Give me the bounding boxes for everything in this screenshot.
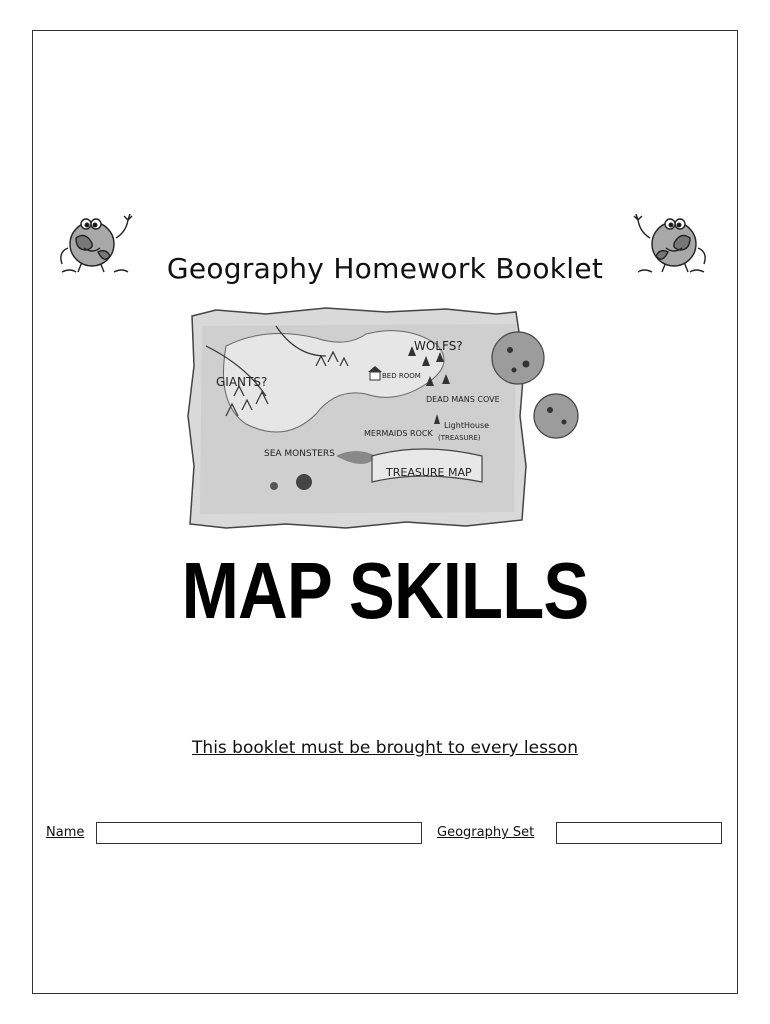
map-banner-text: TREASURE MAP: [386, 466, 472, 479]
booklet-title: MAP SKILLS: [181, 546, 589, 635]
map-label-bed-room: BED ROOM: [382, 372, 421, 380]
lesson-notice: This booklet must be brought to every lesson: [192, 738, 578, 758]
map-label-treasure-note: (TREASURE): [438, 434, 481, 442]
booklet-subtitle: Geography Homework Booklet: [166, 252, 604, 285]
geography-set-label: Geography Set: [437, 825, 535, 840]
name-field[interactable]: [96, 822, 422, 844]
map-label-giants: GIANTS?: [216, 375, 268, 389]
map-label-wolfs: WOLFS?: [414, 339, 463, 353]
map-label-dead-mans-cove: DEAD MANS COVE: [426, 395, 500, 404]
geography-set-field[interactable]: [556, 822, 722, 844]
map-label-lighthouse: LightHouse: [444, 421, 490, 430]
map-label-mermaids-rock: MERMAIDS ROCK: [364, 429, 433, 438]
name-label: Name: [46, 825, 85, 840]
treasure-map-illustration: [186, 306, 598, 532]
map-label-sea-monsters: SEA MONSTERS: [264, 449, 335, 459]
